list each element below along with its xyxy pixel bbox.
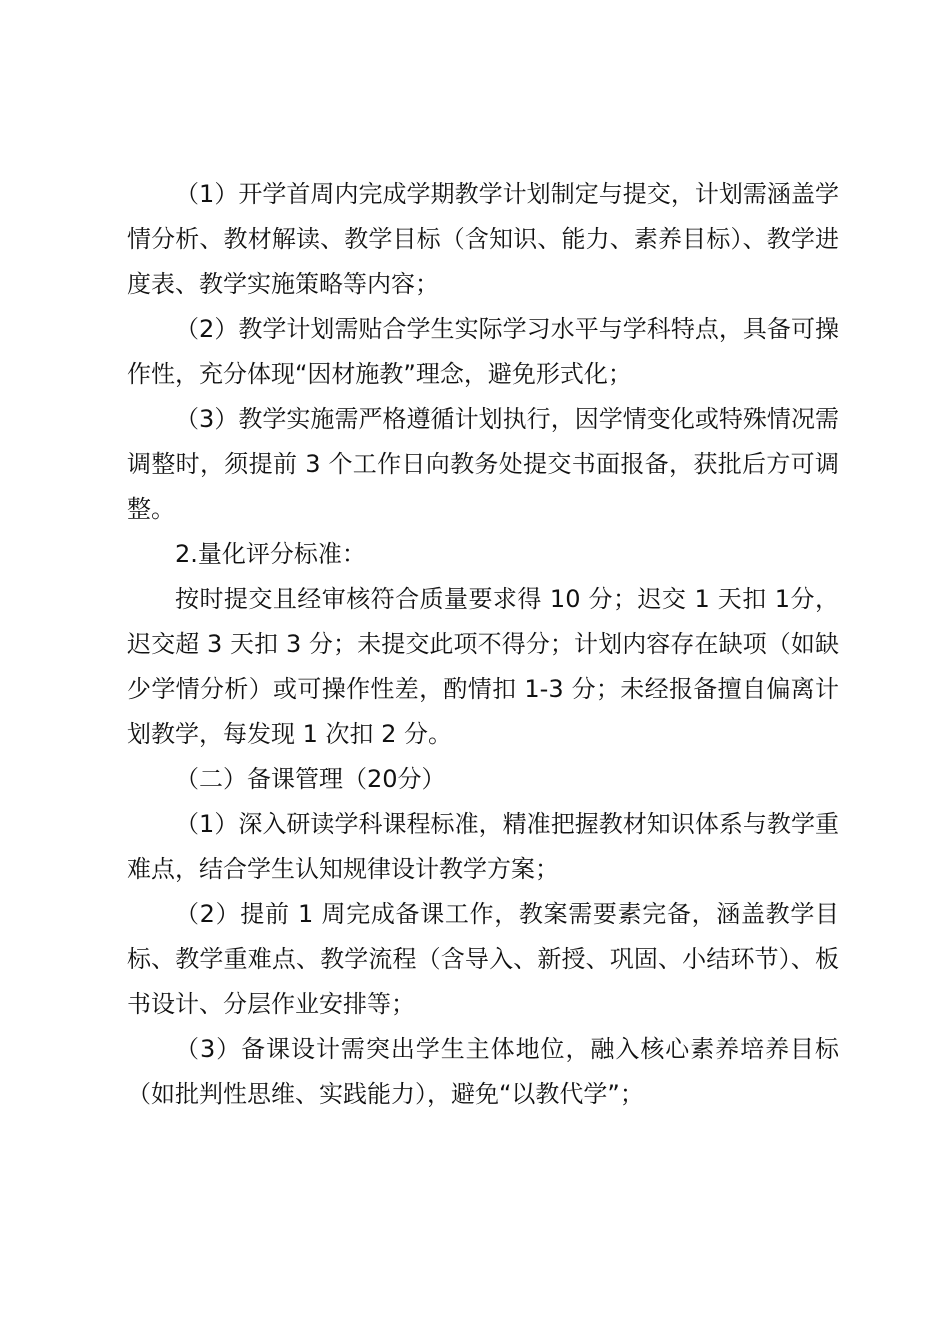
text-line: 按时提交且经审核符合质量要求得 10 分；迟交 1 天扣 1	[175, 585, 791, 613]
text-line: （1）开学首周内完成学期教学计划制定与提交，计划需涵	[175, 180, 791, 208]
text-line: 项（如缺少学情分析）或可操作性差，酌情扣 1-3 分；未经报	[127, 630, 839, 703]
text-line: 2.量化评分标准：	[175, 540, 366, 568]
text-line: 分，迟交超 3 天扣 3 分；未提交此项不得分；计划内容存在缺	[127, 585, 839, 658]
text-line: 备擅自偏离计划教学，每发现 1 次扣 2 分。	[127, 675, 839, 748]
paragraph-prep-1	[127, 802, 839, 892]
text-line: （3）备课设计需突出学生主体地位，融入核心素养培养目	[175, 1035, 815, 1063]
paragraph-prep-2	[127, 892, 839, 1027]
heading-scoring-standard	[127, 532, 839, 577]
paragraph-plan-2	[127, 307, 839, 397]
document-body	[127, 172, 839, 1117]
text-line: （1）深入研读学科课程标准，精准把握教材知识体系与教	[175, 810, 791, 838]
text-line: （3）教学实施需严格遵循计划执行，因学情变化或特殊情	[175, 405, 791, 433]
text-line: （2）教学计划需贴合学生实际学习水平与学科特点，具备	[175, 315, 791, 343]
text-line: 可操作性，充分体现“因材施教”理念，避免形式化；	[127, 315, 839, 388]
paragraph-scoring-rules	[127, 577, 839, 757]
heading-lesson-prep-management	[127, 757, 839, 802]
text-line: （2）提前 1 周完成备课工作，教案需要素完备，涵盖教	[175, 900, 791, 928]
paragraph-plan-3	[127, 397, 839, 532]
text-line: 环节）、板书设计、分层作业安排等；	[127, 945, 840, 1018]
text-line: （二）备课管理（20分）	[175, 765, 446, 793]
text-line: 标）、教学进度表、教学实施策略等内容；	[127, 225, 840, 298]
text-line: 盖学情分析、教材解读、教学目标（含知识、能力、素养目	[127, 180, 839, 253]
text-line: 后方可调整。	[127, 450, 839, 523]
text-line: 学重难点，结合学生认知规律设计教学方案；	[127, 810, 839, 883]
text-line: 学目标、教学重难点、教学流程（含导入、新授、巩固、小结	[127, 900, 840, 973]
text-line: 标（如批判性思维、实践能力），避免“以教代学”；	[127, 1035, 839, 1108]
text-line: 况需调整时，须提前 3 个工作日向教务处提交书面报备，获批	[127, 405, 839, 478]
paragraph-prep-3	[127, 1027, 839, 1117]
paragraph-plan-1	[127, 172, 839, 307]
